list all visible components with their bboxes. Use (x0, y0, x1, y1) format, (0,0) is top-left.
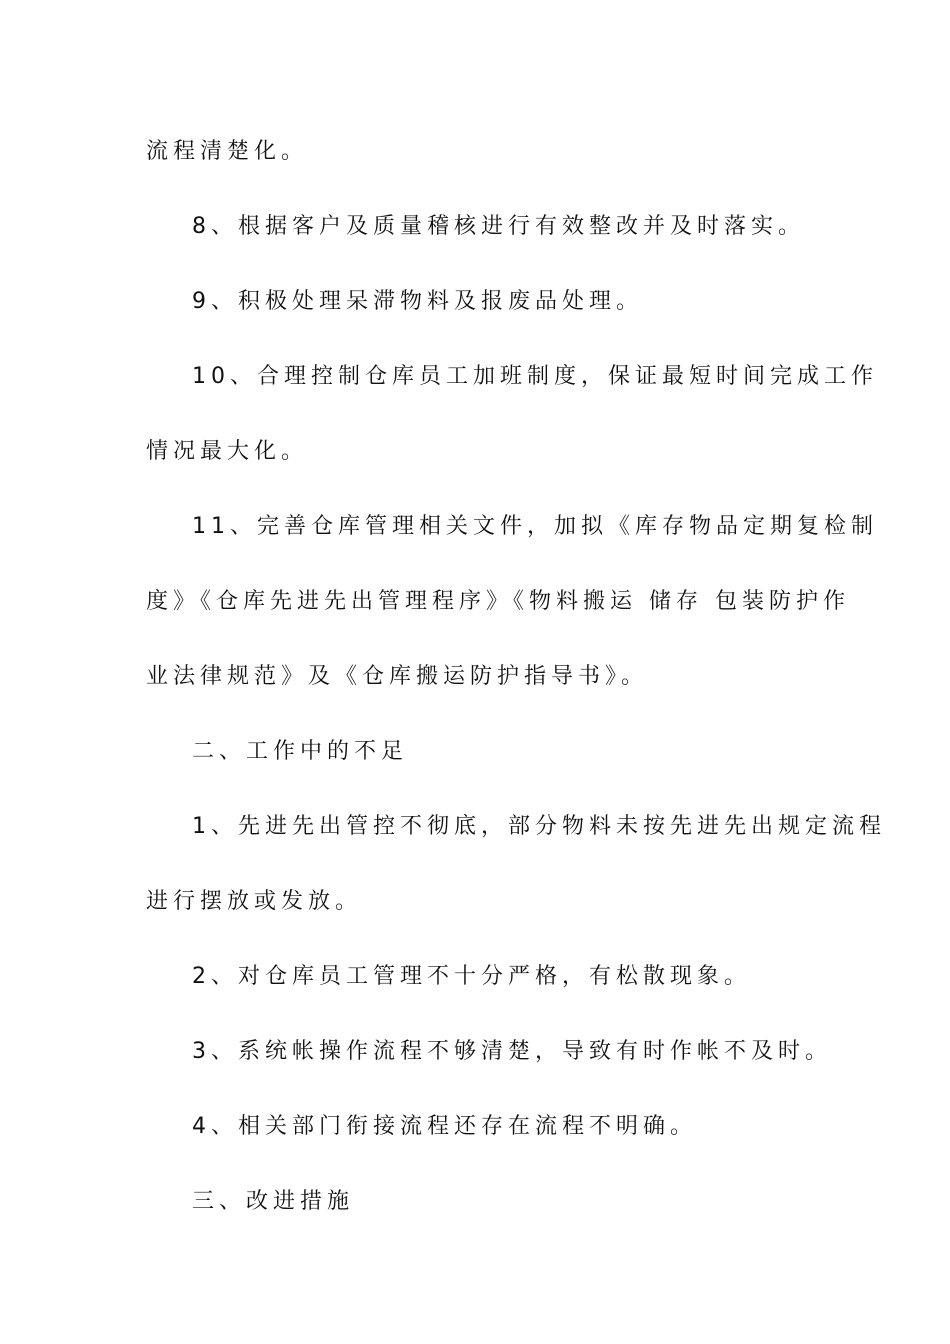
paragraph-line: 2、对仓库员工管理不十分严格，有松散现象。 (192, 964, 751, 989)
section-heading: 三、改进措施 (192, 1189, 355, 1214)
paragraph-line: 4、相关部门衔接流程还存在流程不明确。 (192, 1114, 697, 1139)
paragraph-line: 3、系统帐操作流程不够清楚，导致有时作帐不及时。 (192, 1039, 832, 1064)
paragraph-line: 业法律规范》及《仓库搬运防护指导书》。 (146, 664, 649, 689)
paragraph-line: 9、积极处理呆滞物料及报废品处理。 (192, 289, 643, 314)
paragraph-line: 度》《仓库先进先出管理程序》《物料搬运 储存 包装防护作 (146, 589, 850, 614)
paragraph-line: 8、根据客户及质量稽核进行有效整改并及时落实。 (192, 214, 805, 239)
paragraph-line: 进行摆放或发放。 (146, 889, 363, 914)
paragraph-line: 11、完善仓库管理相关文件，加拟《库存物品定期复检制 (192, 514, 878, 539)
paragraph-line: 1、先进先出管控不彻底，部分物料未按先进先出规定流程 (192, 814, 886, 839)
paragraph-line: 情况最大化。 (146, 439, 309, 464)
paragraph-line: 流程清楚化。 (146, 139, 309, 164)
section-heading: 二、工作中的不足 (192, 739, 409, 764)
paragraph-line: 10、合理控制仓库员工加班制度，保证最短时间完成工作 (192, 364, 878, 389)
